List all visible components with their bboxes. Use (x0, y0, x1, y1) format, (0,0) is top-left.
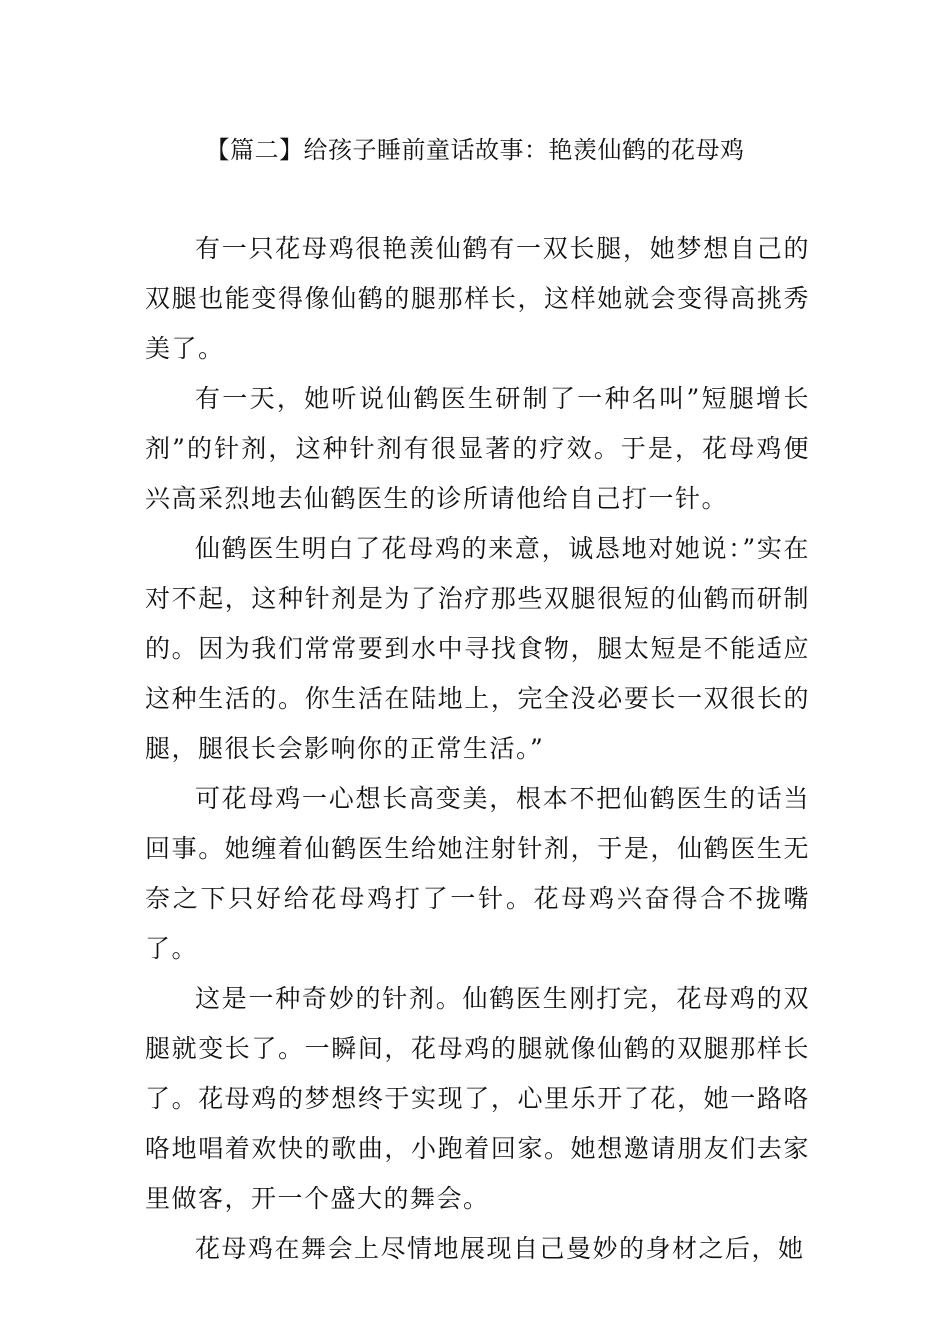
paragraph-6: 花母鸡在舞会上尽情地展现自己曼妙的身材之后，她 (195, 1234, 805, 1263)
paragraph-2: 有一天，她听说仙鹤医生研制了一种名叫”短腿增长剂”的针剂，这种针剂有很显著的疗效。于是，花母鸡便兴高采烈地去仙鹤医生的诊所请他给自己打一针。 (145, 384, 810, 513)
paragraph-1: 有一只花母鸡很艳羡仙鹤有一双长腿，她梦想自己的双腿也能变得像仙鹤的腿那样长，这样她就会变得高挑秀美了。 (145, 234, 810, 363)
document-title: 【篇二】给孩子睡前童话故事：艳羡仙鹤的花母鸡 (205, 136, 745, 164)
story-body (145, 224, 810, 1274)
paragraph-5: 这是一种奇妙的针剂。仙鹤医生刚打完，花母鸡的双腿就变长了。一瞬间，花母鸡的腿就像仙鹤的双腿那样长了。花母鸡的梦想终于实现了，心里乐开了花，她一路咯咯地唱着欢快的歌曲，小跑着回家。她想邀请朋友们去家里做客，开一个盛大的舞会。 (145, 984, 810, 1213)
paragraph-4: 可花母鸡一心想长高变美，根本不把仙鹤医生的话当回事。她缠着仙鹤医生给她注射针剂，于是，仙鹤医生无奈之下只好给花母鸡打了一针。花母鸡兴奋得合不拢嘴了。 (145, 784, 810, 963)
paragraph-3: 仙鹤医生明白了花母鸡的来意，诚恳地对她说：”实在对不起，这种针剂是为了治疗那些双腿很短的仙鹤而研制的。因为我们常常要到水中寻找食物，腿太短是不能适应这种生活的。你生活在陆地上，完全没必要长一双很长的腿，腿很长会影响你的正常生活。” (145, 534, 810, 763)
